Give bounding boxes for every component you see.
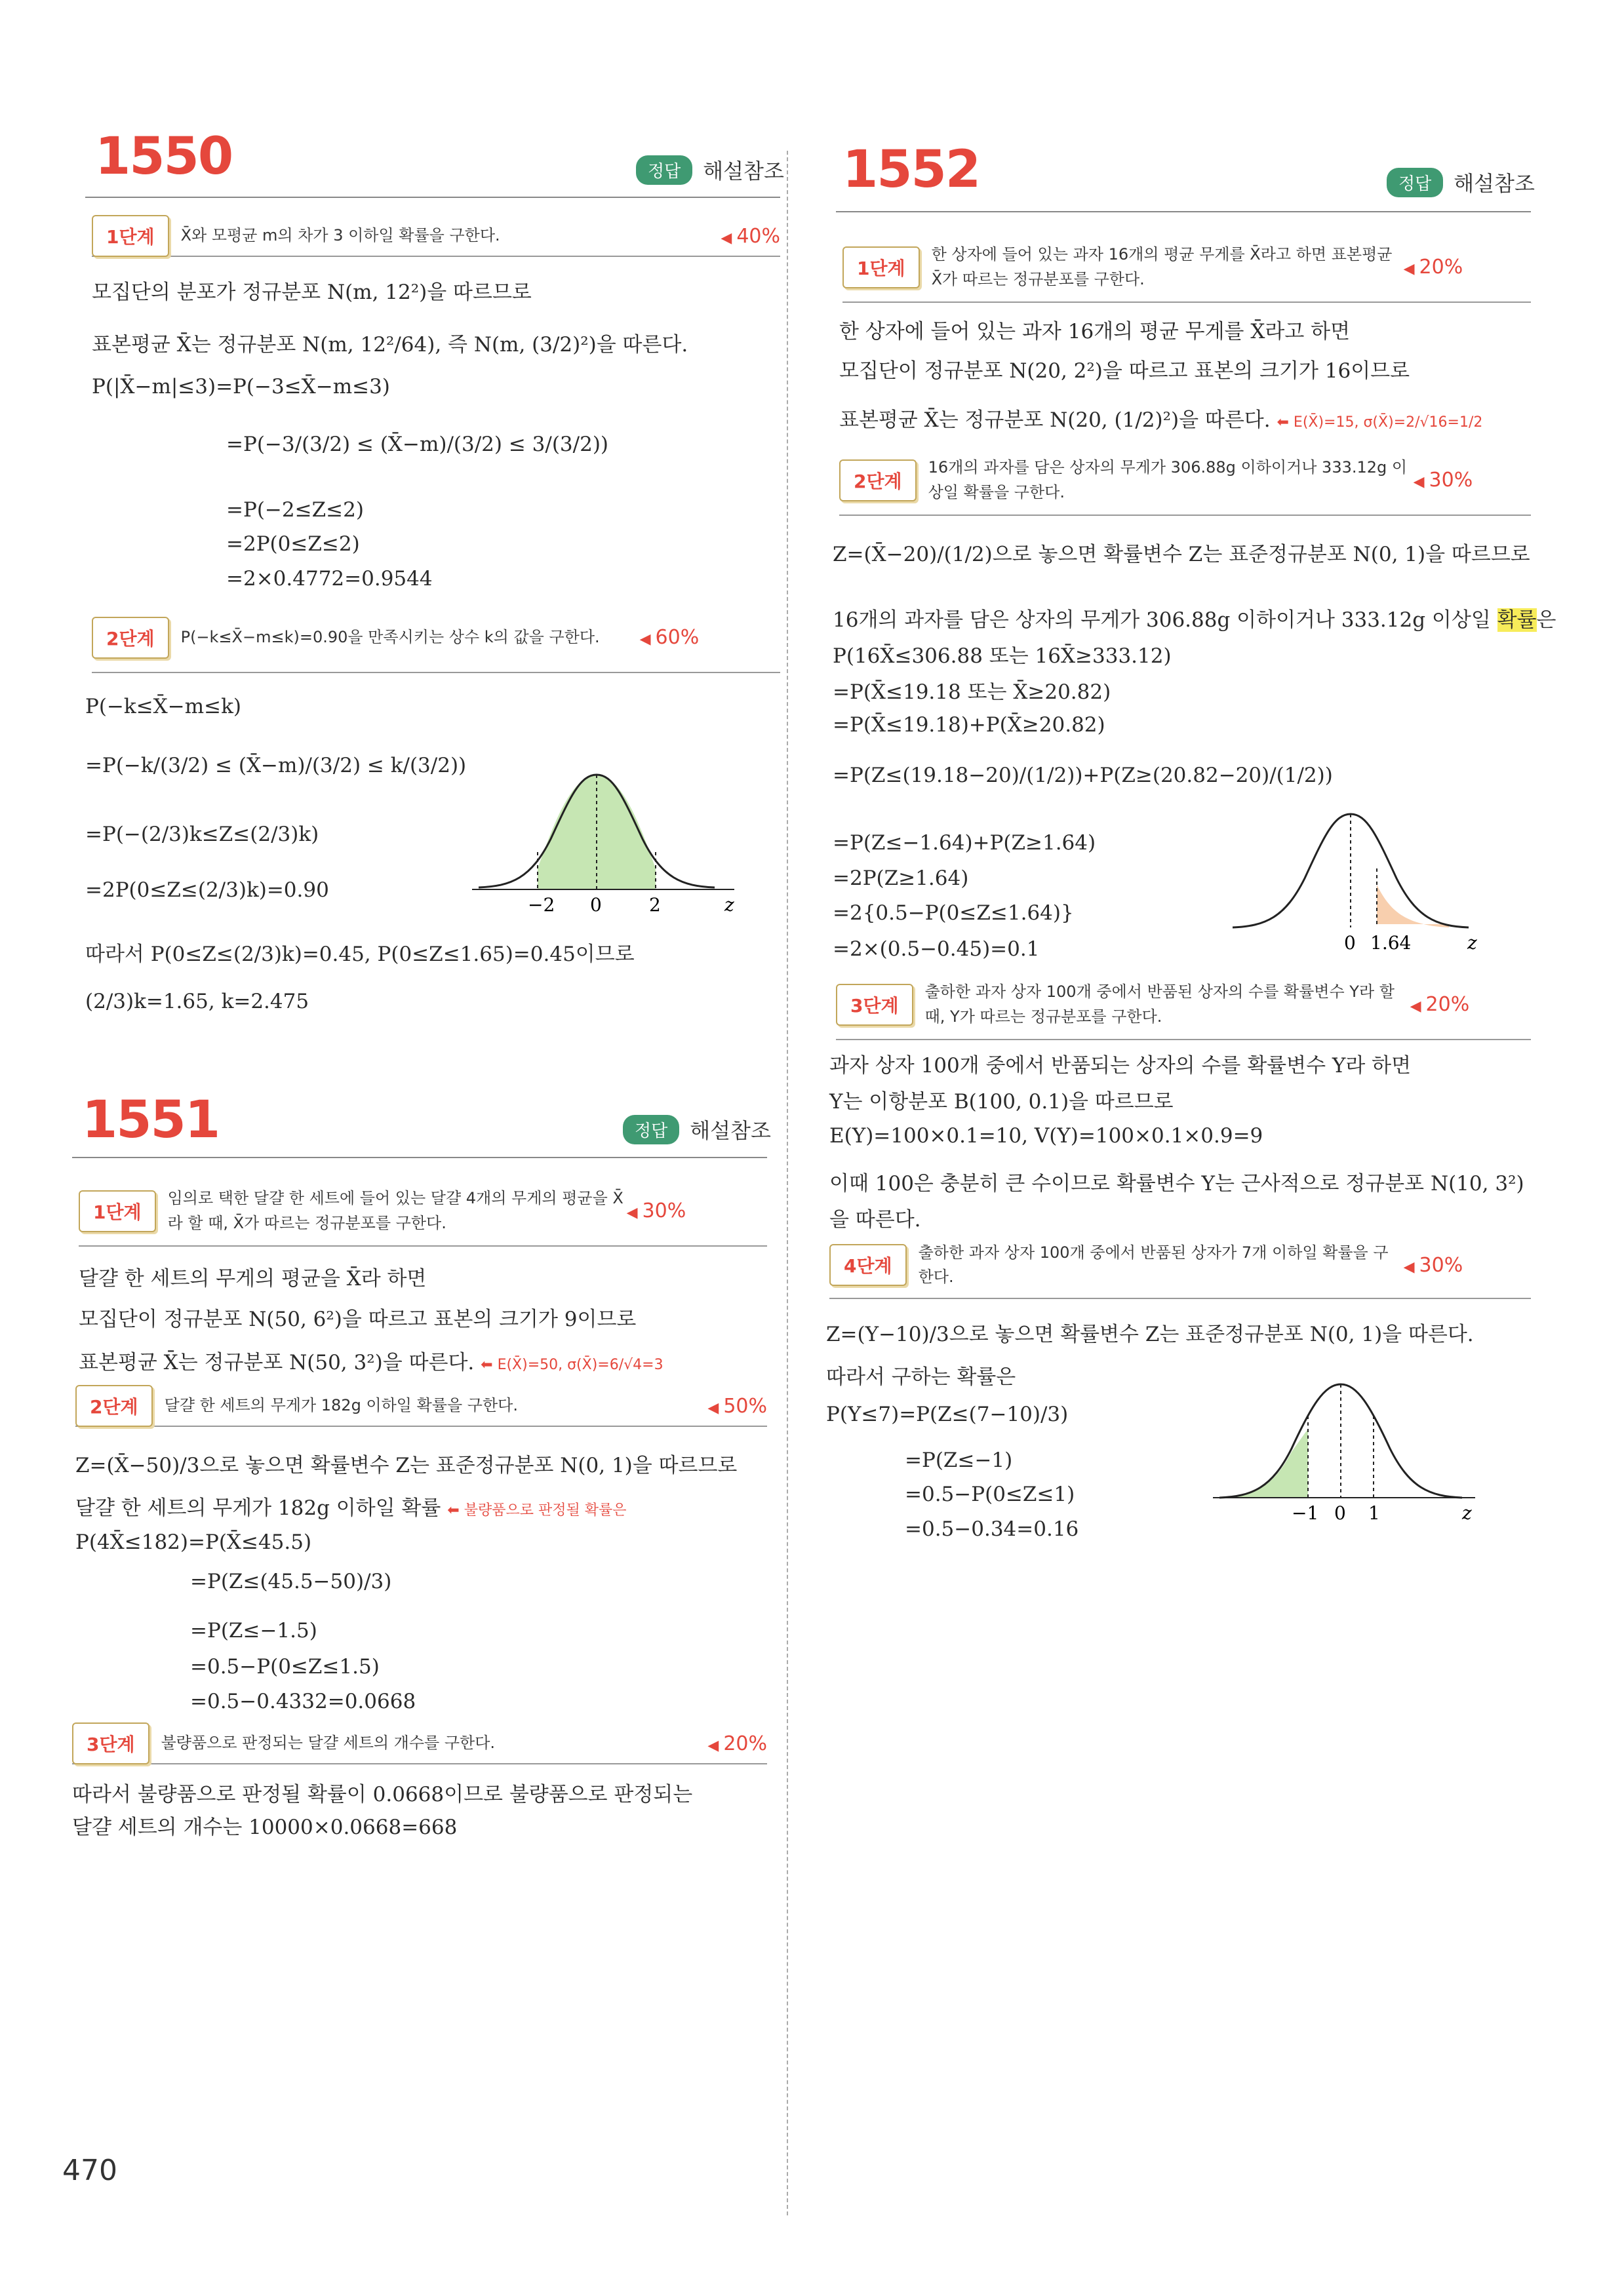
line: =P(−3/(3/2) ≤ (X̄−m)/(3/2) ≤ 3/(3/2))	[226, 433, 609, 456]
line: 모집단의 분포가 정규분포 N(m, 12²)을 따르므로	[92, 281, 532, 304]
line: =2P(Z≥1.64)	[833, 866, 969, 890]
tick-label: 1.64	[1370, 932, 1412, 954]
line: =0.5−P(0≤Z≤1)	[905, 1483, 1075, 1506]
line: =P(−k/(3/2) ≤ (X̄−m)/(3/2) ≤ k/(3/2))	[85, 754, 467, 777]
line-text: 표본평균 X̄는 정규분포 N(20, (1/2)²)을 따른다.	[839, 408, 1271, 432]
line: 따라서 구하는 확률은	[826, 1365, 1016, 1389]
step-percent: ◀ 30%	[1404, 1254, 1463, 1277]
axis-label: z	[1467, 932, 1477, 954]
line: 이때 100은 충분히 큰 수이므로 확률변수 Y는 근사적으로 정규분포 N(10, 3²)	[829, 1172, 1524, 1196]
step-desc: 16개의 과자를 담은 상자의 무게가 306.88g 이하이거나 333.12g 이상일 확률을 구한다.	[928, 458, 1408, 501]
axis-label: z	[724, 894, 734, 916]
line	[839, 403, 1482, 433]
step-desc: 출하한 과자 상자 100개 중에서 반품된 상자가 7개 이하일 확률을 구한다.	[918, 1243, 1389, 1286]
axis-label: z	[1462, 1502, 1472, 1524]
line: 모집단이 정규분포 N(20, 2²)을 따르고 표본의 크기가 16이므로	[839, 359, 1410, 383]
step-1-1552	[842, 233, 1531, 303]
step-percent: ◀ 20%	[1404, 256, 1463, 279]
line-text: 달걀 한 세트의 무게가 182g 이하일 확률	[75, 1496, 441, 1520]
line: 과자 상자 100개 중에서 반품되는 상자의 수를 확률변수 Y라 하면	[829, 1054, 1412, 1078]
step-1-1550	[92, 216, 780, 257]
tick-label: −1	[1292, 1502, 1319, 1524]
answer-badge: 정답	[636, 155, 692, 185]
shaded-area	[538, 775, 656, 889]
line: P(Y≤7)=P(Z≤(7−10)/3)	[826, 1403, 1069, 1426]
step-desc: 달걀 한 세트의 무게가 182g 이하일 확률을 구한다.	[164, 1396, 518, 1415]
column-divider	[787, 151, 788, 2215]
line: Z=(X̄−20)/(1/2)으로 놓으면 확률변수 Z는 표준정규분포 N(0, 1)을 따르므로	[833, 543, 1530, 566]
step-tag: 4단계	[829, 1244, 907, 1286]
line: 따라서 P(0≤Z≤(2/3)k)=0.45, P(0≤Z≤1.65)=0.45이므로	[85, 943, 635, 966]
line: P(16X̄≤306.88 또는 16X̄≥333.12)	[833, 644, 1172, 668]
step-tag: 1단계	[842, 246, 920, 288]
shaded-area	[1377, 885, 1449, 927]
answer-text: 해설참조	[1454, 171, 1535, 196]
answer-tag-1550	[636, 155, 784, 185]
line: 달걀 한 세트의 무게의 평균을 X̄라 하면	[79, 1267, 427, 1291]
header-rule	[72, 1157, 767, 1158]
line: =2{0.5−P(0≤Z≤1.64)}	[833, 901, 1074, 925]
line: =2×0.4772=0.9544	[226, 567, 433, 591]
line: =P(−2≤Z≤2)	[226, 498, 364, 522]
tick-label: 1	[1368, 1502, 1380, 1524]
step-desc: X̄와 모평균 m의 차가 3 이하일 확률을 구한다.	[180, 226, 500, 245]
line-text: 은	[1536, 608, 1556, 632]
line: 표본평균 X̄는 정규분포 N(m, 12²/64), 즉 N(m, (3/2)²)을 따른다.	[92, 333, 688, 357]
line: P(−k≤X̄−m≤k)	[85, 695, 241, 718]
line: 한 상자에 들어 있는 과자 16개의 평균 무게를 X̄라고 하면	[839, 320, 1351, 343]
problem-number-1550: 1550	[95, 127, 233, 186]
highlighted-word: 확률	[1497, 608, 1537, 632]
answer-badge: 정답	[1387, 168, 1443, 197]
step-percent: ◀ 30%	[627, 1199, 686, 1222]
line: P(|X̄−m|≤3)=P(−3≤X̄−m≤3)	[92, 375, 390, 399]
problem-number-1551: 1551	[82, 1091, 220, 1150]
line: 달걀 세트의 개수는 10000×0.0668=668	[72, 1816, 458, 1839]
answer-tag-1552	[1387, 167, 1535, 197]
step-percent: ◀ 50%	[707, 1395, 767, 1418]
line: (2/3)k=1.65, k=2.475	[85, 990, 309, 1013]
step-percent: ◀ 60%	[640, 626, 700, 649]
curve-line	[1219, 1384, 1462, 1498]
header-rule	[836, 211, 1531, 212]
step-3-1552	[836, 970, 1531, 1040]
side-note: ⬅ E(X̄)=15, σ(X̄)=2/√16=1/2	[1277, 414, 1482, 431]
step-4-1552	[829, 1232, 1531, 1299]
line: =2P(0≤Z≤(2/3)k)=0.90	[85, 878, 329, 902]
line: =0.5−0.4332=0.0668	[190, 1690, 416, 1713]
step-2-1551	[75, 1386, 767, 1427]
line: P(4X̄≤182)=P(X̄≤45.5)	[75, 1530, 312, 1554]
line: =2×(0.5−0.45)=0.1	[833, 937, 1040, 961]
step-desc: 한 상자에 들어 있는 과자 16개의 평균 무게를 X̄라고 하면 표본평균 X̄가 따르는 정규분포를 구한다.	[931, 245, 1393, 288]
normal-curve-graph-1550	[472, 760, 747, 918]
step-1-1551	[79, 1177, 767, 1247]
step-desc: P(−k≤X̄−m≤k)=0.90을 만족시키는 상수 k의 값을 구한다.	[180, 627, 600, 646]
line: E(Y)=100×0.1=10, V(Y)=100×0.1×0.9=9	[829, 1124, 1263, 1148]
line: 을 따른다.	[829, 1208, 921, 1232]
line: 따라서 불량품으로 판정될 확률이 0.0668이므로 불량품으로 판정되는	[72, 1783, 693, 1806]
line: Y는 이항분포 B(100, 0.1)을 따르므로	[829, 1090, 1174, 1114]
step-tag: 2단계	[839, 459, 917, 501]
step-tag: 1단계	[79, 1190, 156, 1232]
line: =P(−(2/3)k≤Z≤(2/3)k)	[85, 823, 319, 846]
line-text: 16개의 과자를 담은 상자의 무게가 306.88g 이하이거나 333.12g 이상일	[833, 608, 1497, 632]
line: =P(Z≤−1)	[905, 1449, 1013, 1472]
step-tag: 1단계	[92, 215, 169, 257]
side-note: ⬅ 불량품으로 판정될 확률은	[447, 1502, 626, 1519]
line: =P(X̄≤19.18 또는 X̄≥20.82)	[833, 680, 1111, 704]
answer-tag-1551	[623, 1114, 771, 1144]
step-tag: 2단계	[92, 617, 169, 659]
step-desc: 불량품으로 판정되는 달걀 세트의 개수를 구한다.	[161, 1734, 496, 1753]
step-desc: 임의로 택한 달걀 한 세트에 들어 있는 달걀 4개의 무게의 평균을 X̄라 할 때, X̄가 따르는 정규분포를 구한다.	[167, 1189, 624, 1232]
line: Z=(X̄−50)/3으로 놓으면 확률변수 Z는 표준정규분포 N(0, 1)을 따르므로	[75, 1454, 738, 1477]
tick-label: 0	[1334, 1502, 1346, 1524]
curve-line	[1233, 814, 1469, 927]
tick-label: −2	[528, 894, 555, 916]
line: Z=(Y−10)/3으로 놓으면 확률변수 Z는 표준정규분포 N(0, 1)을 따른다.	[826, 1323, 1474, 1346]
step-percent: ◀ 20%	[707, 1732, 767, 1755]
line	[75, 1491, 626, 1521]
step-percent: ◀ 40%	[721, 225, 780, 248]
line: =0.5−0.34=0.16	[905, 1517, 1079, 1541]
line: 모집단이 정규분포 N(50, 6²)을 따르고 표본의 크기가 9이므로	[79, 1308, 637, 1331]
answer-badge: 정답	[623, 1115, 679, 1144]
line-text: 표본평균 X̄는 정규분포 N(50, 3²)을 따른다.	[79, 1351, 475, 1374]
line: =0.5−P(0≤Z≤1.5)	[190, 1655, 380, 1679]
normal-curve-graph-1552b	[1213, 1376, 1488, 1527]
answer-text: 해설참조	[703, 159, 784, 184]
line: =P(Z≤(45.5−50)/3)	[190, 1570, 392, 1593]
step-2-1552	[839, 446, 1531, 516]
tick-label: 0	[590, 894, 602, 916]
step-percent: ◀ 20%	[1410, 993, 1470, 1016]
step-2-1550	[92, 603, 780, 673]
shaded-area	[1219, 1429, 1308, 1498]
tick-label: 2	[649, 894, 661, 916]
header-rule	[85, 197, 780, 198]
line: =P(Z≤−1.64)+P(Z≥1.64)	[833, 831, 1096, 855]
normal-curve-graph-1552a	[1226, 806, 1501, 957]
line	[833, 603, 1556, 632]
step-3-1551	[72, 1724, 767, 1764]
step-percent: ◀ 30%	[1414, 469, 1473, 492]
line: =P(X̄≤19.18)+P(X̄≥20.82)	[833, 713, 1105, 737]
step-tag: 3단계	[836, 984, 913, 1026]
line	[79, 1346, 663, 1375]
step-tag: 3단계	[72, 1722, 149, 1764]
answer-text: 해설참조	[690, 1118, 771, 1143]
line: =P(Z≤(19.18−20)/(1/2))+P(Z≥(20.82−20)/(1/2))	[833, 764, 1333, 787]
line: =2P(0≤Z≤2)	[226, 532, 360, 556]
step-desc: 출하한 과자 상자 100개 중에서 반품된 상자의 수를 확률변수 Y라 할 때, Y가 따르는 정규분포를 구한다.	[924, 983, 1395, 1026]
line: =P(Z≤−1.5)	[190, 1619, 317, 1643]
side-note: ⬅ E(X̄)=50, σ(X̄)=6/√4=3	[481, 1357, 663, 1373]
page-number: 470	[62, 2154, 117, 2187]
step-tag: 2단계	[75, 1385, 153, 1427]
tick-label: 0	[1344, 932, 1356, 954]
problem-number-1552: 1552	[842, 140, 980, 199]
